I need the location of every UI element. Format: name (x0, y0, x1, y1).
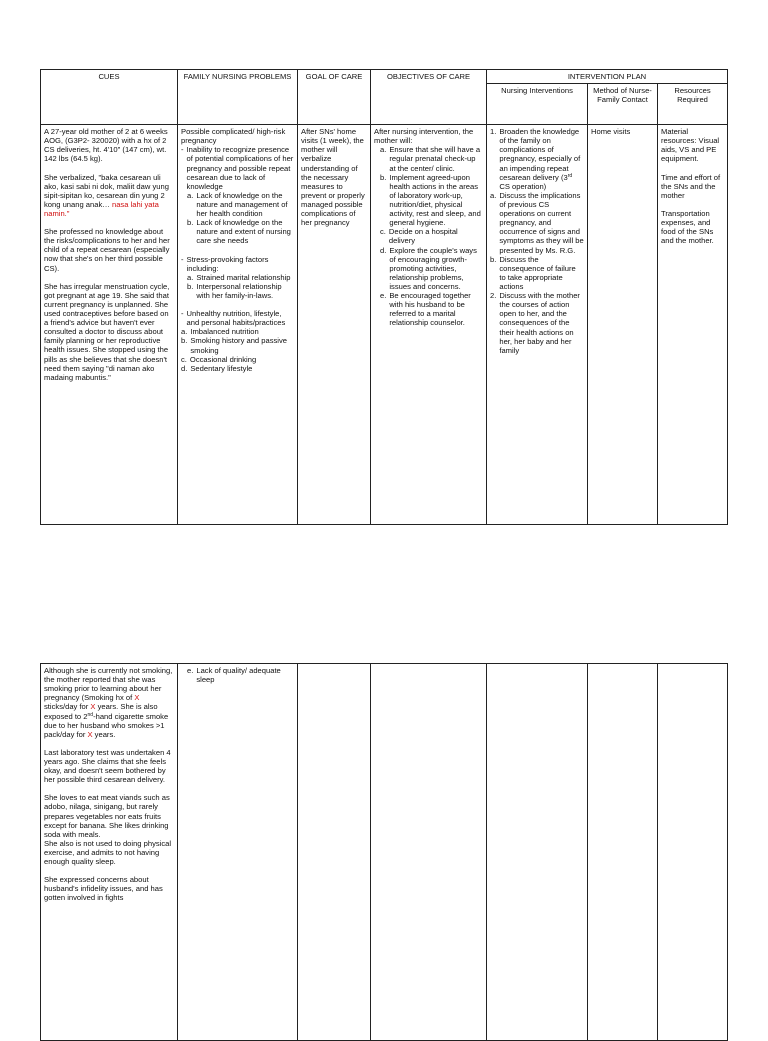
problem-text: Sedentary lifestyle (190, 363, 253, 373)
header-objectives-of-care: OBJECTIVES OF CARE (371, 70, 487, 125)
intervention-item (490, 127, 584, 191)
objective-text: Explore the couple's ways of encouraging growth-promoting activities, relationship problems, issues and concerns. (389, 245, 477, 291)
cue-quote: She verbalized, "baka cesarean uli ako, kasi sabi ni dok, maliit daw yung sipit-sipitan ko, cesarean din yung 2 kong unang anak… (44, 172, 169, 209)
cue-paragraph: A 27-year old mother of 2 at 6 weeks AOG, (G3P2- 320020) with a hx of 2 CS deliveries, ht. 4'10" (147 cm), wt. 142 lbs (64.5 kg). (44, 127, 168, 164)
list-marker: - (181, 254, 184, 264)
problem-text: Strained marital relationship (196, 272, 291, 282)
cue-paragraph: Last laboratory test was undertaken 4 years ago. She claims that she feels okay, and doesn't seem bothered by her possible third cesarean delivery. (44, 747, 171, 785)
cue-paragraph: She professed no knowledge about the risks/complications to her and her child of a repeat cesarean (especially now that she's on her third possible CS). (44, 227, 170, 273)
problem-subitem (181, 336, 294, 354)
problem-subitem (181, 273, 294, 282)
list-marker: a. (187, 190, 194, 200)
list-marker: d. (181, 363, 188, 373)
problem-subitem (181, 282, 294, 300)
problem-item (181, 309, 294, 327)
list-marker: b. (187, 218, 194, 228)
superscript: nd (87, 711, 94, 718)
superscript: rd (567, 172, 573, 179)
objective-item (374, 145, 483, 172)
intervention-text: Discuss the implications of previous CS operations on current pregnancy, and occurrence of signs and symptoms as they will be presented by Ms. R.G. (499, 190, 584, 255)
cue-paragraph: She also is not used to doing physical exercise, and admits to not having enough quality sleep. (44, 838, 172, 867)
list-marker: - (181, 309, 184, 319)
header-goal-of-care: GOAL OF CARE (298, 70, 371, 125)
problem-item (181, 255, 294, 273)
list-marker: d. (380, 245, 387, 255)
cues-cell (41, 125, 178, 525)
resource-item: Transportation expenses, and food of the SNs and the mother. (661, 208, 714, 246)
list-marker: b. (181, 336, 188, 346)
cue-text: Although she is currently not smoking, the mother reported that she was smoking prior to learning about her pregnancy (Smoking hx of (44, 666, 173, 703)
cue-text: years. (92, 729, 116, 739)
list-marker: 1. (490, 127, 497, 137)
intervention-text: Discuss the consequence of failure to take appropriate actions (499, 254, 576, 291)
problem-text: Inability to recognize presence of potential complications of her pregnancy and possible repeat cesarean due to lack of knowledge (186, 145, 294, 191)
problem-subitem (181, 355, 294, 364)
problem-item (181, 145, 294, 191)
list-marker: c. (380, 227, 386, 237)
header-family-nursing-problems: FAMILY NURSING PROBLEMS (178, 70, 298, 125)
list-marker: b. (490, 254, 497, 264)
list-marker: 2. (490, 291, 497, 301)
objective-text: Be encouraged together with his husband to be referred to a marital relationship counselor. (389, 291, 471, 328)
nursing-care-plan-table (40, 69, 728, 525)
intervention-text-part: Broaden the knowledge of the family on complications of pregnancy, especially of an impending repeat cesarean delivery (3 (499, 127, 581, 182)
intervention-text (499, 127, 584, 191)
placeholder-x: X (134, 693, 140, 703)
cue-paragraph: She has irregular menstruation cycle, got pregnant at age 19. She said that current pregnancy is unplanned. She used contraceptives before based on a friend's advice but haven't ever consulted a doctor to discuss about family planning or her reproductive health issues. She stopped using the pills as she believes that she doesn't need them saying "di naman ako madaing mabuntis." (44, 281, 170, 382)
problem-text: Smoking history and passive smoking (190, 336, 288, 355)
problem-text: Occasional drinking (189, 354, 257, 364)
list-marker: b. (187, 281, 194, 291)
intervention-text-part: CS operation) (499, 181, 547, 191)
intervention-subitem (490, 191, 584, 255)
objective-item (374, 173, 483, 228)
resource-item: Material resources: Visual aids, VS and PE equipment. (661, 127, 720, 164)
nursing-care-plan-table-continued (40, 663, 728, 1041)
header-cues: CUES (41, 70, 178, 125)
cue-quote-highlight: nasa lahi yata namin. (44, 199, 159, 218)
resources-required-cell (658, 664, 728, 1041)
goal-of-care-cell (298, 664, 371, 1041)
list-marker: a. (490, 190, 497, 200)
method-of-contact-cell: Home visits (588, 125, 658, 525)
cue-text: years. She is also exposed to 2 (44, 702, 158, 721)
resource-item: Time and effort of the SNs and the mother (661, 172, 721, 200)
list-marker: a. (181, 327, 188, 337)
objective-item (374, 227, 483, 245)
problem-subitem (181, 364, 294, 373)
problem-text: Lack of knowledge on the nature and extent of nursing care she needs (196, 218, 291, 246)
list-marker: a. (187, 272, 194, 282)
objective-item (374, 291, 483, 327)
family-nursing-problems-cell (178, 125, 298, 525)
placeholder-x: X (87, 729, 93, 739)
problem-text: Lack of knowledge on the nature and management of her health condition (196, 190, 288, 219)
objective-text: Implement agreed-upon health actions in the areas of laboratory work-up, nutrition/diet, physical activity, rest and sleep, and general hygiene. (389, 172, 481, 228)
cue-text: sticks/day for (44, 702, 91, 712)
header-intervention-plan: INTERVENTION PLAN (487, 70, 728, 84)
problem-subitem (181, 327, 294, 336)
objectives-intro: After nursing intervention, the mother will: (374, 127, 474, 146)
list-marker: c. (181, 354, 187, 364)
problem-subitem (181, 666, 294, 684)
intervention-subitem (490, 255, 584, 291)
cue-paragraph: She loves to eat meat viands such as adobo, nilaga, sinigang, but rarely prepares vegetables nor eats fruits except for banana. She likes drinking soda with meals. (44, 793, 170, 839)
header-resources-required: Resources Required (658, 84, 728, 125)
resources-required-cell (658, 125, 728, 525)
list-marker: e. (187, 666, 194, 675)
goal-of-care-cell: After SNs' home visits (1 week), the mother will verbalize understanding of the necessary measures to prevent or properly managed possible complications of her pregnancy (298, 125, 371, 525)
cue-paragraph: She expressed concerns about husband's infidelity issues, and has gotten involved in fights (44, 875, 163, 903)
problem-text: Unhealthy nutrition, lifestyle, and personal habits/practices (186, 309, 286, 328)
problem-subitem (181, 218, 294, 245)
objective-text: Decide on a hospital delivery (388, 227, 458, 246)
problem-text: Interpersonal relationship with her family-in-laws. (196, 281, 282, 300)
problem-text: Lack of quality/ adequate sleep (196, 666, 281, 685)
list-marker: - (181, 145, 184, 155)
objective-item (374, 246, 483, 292)
intervention-item (490, 291, 584, 355)
cues-cell (41, 664, 178, 1041)
placeholder-x: X (90, 702, 96, 712)
list-marker: b. (380, 172, 387, 182)
cue-paragraph (44, 173, 174, 219)
problem-text: Imbalanced nutrition (190, 327, 259, 337)
family-nursing-problems-cell (178, 664, 298, 1041)
objectives-of-care-cell (371, 125, 487, 525)
nursing-interventions-cell (487, 664, 588, 1041)
nursing-interventions-cell (487, 125, 588, 525)
cue-text: -hand cigarette smoke due to her husband who smokes >1 pack/day for (44, 711, 169, 739)
problem-text: Stress-provoking factors including: (186, 254, 269, 273)
header-nursing-interventions: Nursing Interventions (487, 84, 588, 125)
problem-subitem (181, 191, 294, 218)
header-method-of-contact: Method of Nurse-Family Contact (588, 84, 658, 125)
objective-text: Ensure that she will have a regular prenatal check-up at the center/ clinic. (389, 145, 481, 173)
list-marker: e. (380, 291, 387, 301)
method-of-contact-cell (588, 664, 658, 1041)
intervention-text: Discuss with the mother the courses of action open to her, and the consequences of the their health actions on her, her baby and her family (499, 291, 580, 355)
cue-quote-end: " (66, 208, 70, 218)
objectives-of-care-cell (371, 664, 487, 1041)
list-marker: a. (380, 145, 387, 155)
problem-intro: Possible complicated/ high-risk pregnancy (181, 127, 286, 146)
cue-paragraph (44, 666, 174, 739)
